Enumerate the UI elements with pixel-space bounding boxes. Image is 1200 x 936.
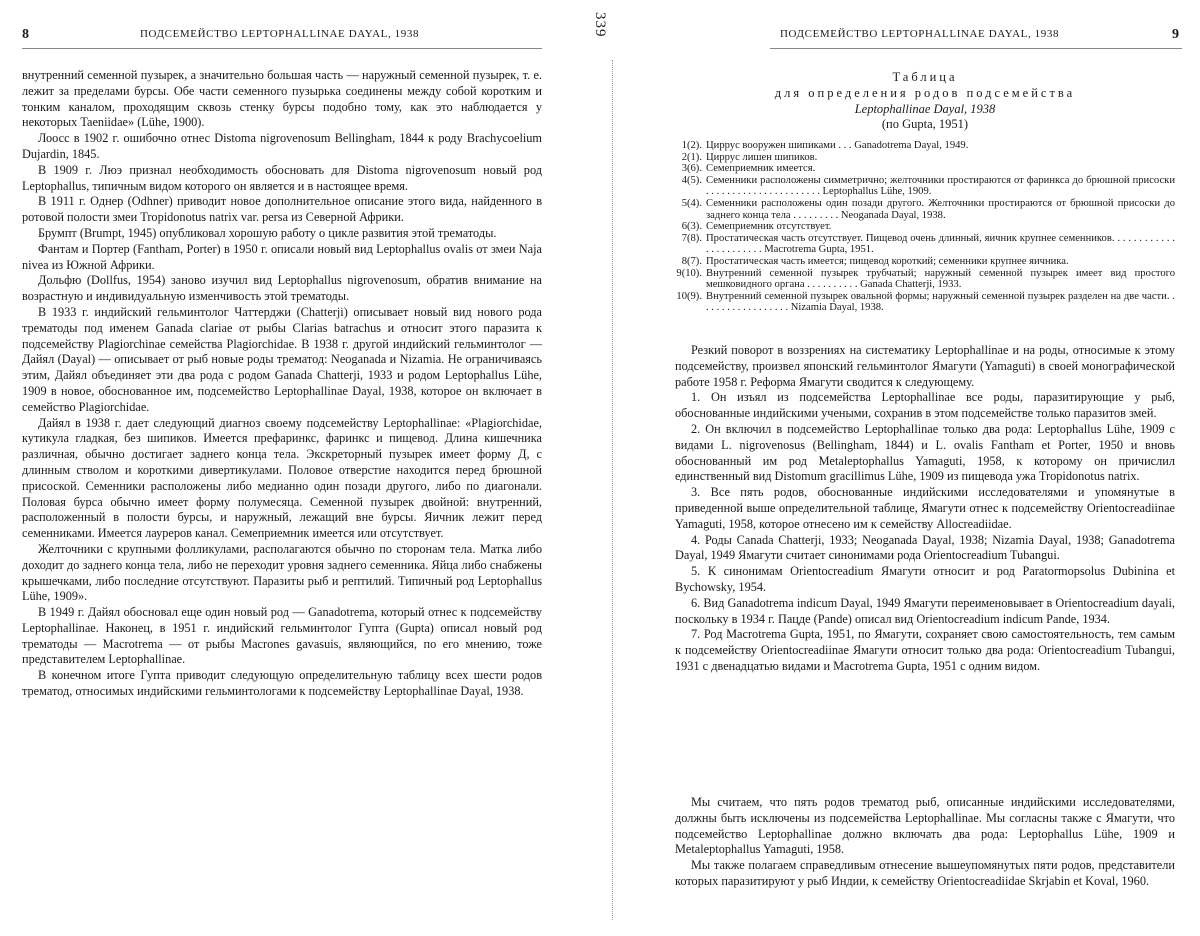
left-text-column <box>22 68 542 700</box>
paragraph: В конечном итоге Гупта приводит следующую определительную таблицу всех шести родов трематод, относимых индийскими гельминтологами к подсемейству Leptophallinae Dayal, 1938. <box>22 668 542 699</box>
paragraph: 2. Он включил в подсемейство Leptophallinae только два рода: Leptophallus Lühe, 1909 с видами L. nigrovenosus (Bellingham, 1844) и L. ovalis Fantham et Porter, 1950 и вновь обоснованный им род Metaleptophallus Yamaguti, 1958, к которому он причислил единственный вид Distomum gracillimus Lühe, 1909 из пищевода ужа Tropidonotus natrix. <box>675 421 1175 484</box>
paragraph: 5. К синонимам Orientocreadium Ямагути относит и род Paratormopsolus Dubinina et Bychowsky, 1954. <box>675 564 1175 594</box>
key-row <box>670 221 1175 233</box>
paragraph: 7. Род Macrotrema Gupta, 1951, по Ямагути, сохраняет свою самостоятельность, тем самым к подсемейству Orientocreadiinae Ямагути относит только два рода: Orientocreadium Tubangui, 1931 с двенадцатью видами и Macrotrema Gupta, 1951 с одним видом. <box>675 627 1175 673</box>
key-number: 8(7). <box>681 255 702 267</box>
paragraph: Дайял в 1938 г. дает следующий диагноз своему подсемейству Leptophallinae: «Plagiorchidae, кутикула гладкая, без шипиков. Имеется префаринкс, фаринкс и пищевод. Длина кишечника различная, обычно достигает заднего конца тела. Экскреторный пузырек имеет форму Д, с длинным стволом и короткими дивертикулами. Половое отверстие находится перед брюшной присоской. Семенники расположены либо медианно один позади другого, либо по диагонали. Половая бурса обычно имеет форму полумесяца. Семенной пузырек двойной: внутренний, расположенный в полости бурсы, и наружный, лежащий вне бурсы. Яичник лежит перед семенниками. Имеется лауреров канал. Семеприемник имеется или отсутствует. <box>22 415 542 541</box>
left-page <box>0 0 560 936</box>
paragraph: Дольфю (Dollfus, 1954) заново изучил вид Leptophallus nigrovenosum, обратив внимание на возрастную и индивидуальную изменчивость этой трематоды. <box>22 273 542 304</box>
paragraph: Желточники с крупными фолликулами, располагаются обычно по сторонам тела. Матка либо доходит до заднего конца тела, либо не переходит уровня заднего семенника. Яйца либо снабжены крышечками, либо последние отсутствуют. Паразиты рыб и рептилий. Типичный род Leptophallus Lühe, 1909». <box>22 541 542 604</box>
table-subtitle-taxon: Leptophallinae Dayal, 1938 <box>854 102 996 116</box>
key-row <box>670 268 1175 291</box>
key-text: Семенники расположены один позади другого. Желточники простираются от брюшной присоски до заднего конца тела . . . . . . . . . Neoganada Dayal, 1938. <box>706 197 1175 221</box>
table-title: Таблица <box>892 70 958 84</box>
paragraph: 1. Он изъял из подсемейства Leptophallinae все роды, паразитирующие у рыб, обоснованные индийскими учеными, сохранив в этом подсемействе только паразитов змей. <box>675 390 1175 421</box>
paragraph: 3. Все пять родов, обоснованные индийскими исследователями и упомянутые в приведенной выше определительной таблице, Ямагути отнес к подсемейству Orientocreadiinae Yamaguti, 1958, которое отнесено им к семейству Allocreadiidae. <box>675 485 1175 531</box>
paragraph: Мы также полагаем справедливым отнесение вышеупомянутых пяти родов, представители которых паразитируют у рыб Индии, к семейству Orientocreadiidae Skrjabin et Koval, 1960. <box>675 858 1175 888</box>
paragraph: В 1949 г. Дайял обосновал еще один новый род — Ganadotrema, который отнес к подсемейству Leptophallinae. Наконец, в 1951 г. индийский гельминтолог Гупта (Gupta) описал новый род трематоды — Macrotrema — от рыбы Macrones gavasuis, являющийся, по его мнению, тоже представителем Leptophallinae. <box>22 605 542 667</box>
key-text: Внутренний семенной пузырек овальной формы; наружный семенной пузырек разделен на две части. . . . . . . . . . . . . . . . . . Nizamia Dayal, 1938. <box>706 290 1175 314</box>
key-number: 1(2). <box>681 140 702 151</box>
key-row <box>670 140 1175 152</box>
paragraph: Брумпт (Brumpt, 1945) опубликовал хорошую работу о цикле развития этой трематоды. <box>38 225 497 240</box>
book-gutter <box>560 0 600 936</box>
header-rule <box>22 48 542 49</box>
paragraph: 4. Роды Canada Chatterji, 1933; Neoganada Dayal, 1938; Nizamia Dayal, 1938; Ganadotrema Dayal, 1949 Ямагути считает синонимами рода Orientocreadium Tubangui. <box>675 532 1175 563</box>
key-row <box>670 163 1175 175</box>
key-number: 6(3). <box>681 221 702 233</box>
header-rule <box>770 48 1182 49</box>
paragraph: 6. Вид Ganadotrema indicum Dayal, 1949 Ямагути переименовывает в Orientocreadium dayali, поскольку в 1934 г. Пацде (Pande) описал вид Orientocreadium indicum Pande, 1934. <box>675 595 1175 626</box>
key-row <box>670 256 1175 268</box>
key-text: Простатическая часть имеется; пищевод короткий; семенники крупнее яичника. <box>706 255 1069 267</box>
page-number: 8 <box>22 27 29 42</box>
paragraph: внутренний семенной пузырек, а значительно большая часть — наружный семенной пузырек, т. е. лежит за пределами бурсы. Обе части семенного пузырька соединены между собой коротким и тонким каналом, проходящим сквозь стенку бурсы подобно тому, как это наблюдается у некоторых Taeniidae» (Lühe, 1900). <box>22 68 542 130</box>
key-number: 3(6). <box>681 163 702 175</box>
gutter-page-number: 339 <box>592 12 608 38</box>
key-number: 2(1). <box>681 151 702 163</box>
key-row <box>670 291 1175 314</box>
key-row <box>670 198 1175 221</box>
key-text: Простатическая часть отсутствует. Пищевод очень длинный, яичник крупнее семенников. . . . . . . . . . . . . . . . . . . . . . . Macrotrema Gupta, 1951. <box>706 232 1175 256</box>
key-number: 7(8). <box>681 232 702 244</box>
key-text: Циррус вооружен шипиками . . . Ganadotrema Dayal, 1949. <box>706 140 969 151</box>
paragraph: Резкий поворот в воззрениях на систематику Leptophallinae и на роды, относимые к этому подсемейству, произвел японский гельминтолог Ямагути (Yamaguti) в своей монографической работе 1958 г. Реформа Ямагути сводится к следующему. <box>675 343 1175 389</box>
key-number: 10(9). <box>676 290 702 302</box>
key-text: Семеприемник отсутствует. <box>706 221 832 233</box>
page-number: 9 <box>1172 27 1179 42</box>
key-number: 4(5). <box>681 174 702 186</box>
table-subtitle: для определения родов подсемейства <box>774 86 1076 100</box>
paragraph: Лоосс в 1902 г. ошибочно отнес Distoma nigrovenosum Bellingham, 1844 к роду Brachycoelium Dujardin, 1845. <box>22 131 542 161</box>
paragraph: Мы считаем, что пять родов трематод рыб, описанные индийскими исследователями, должны быть исключены из подсемейства Leptophallinae. Мы согласны также с Ямагути, что подсемейство Leptophallinae должно включать два рода: Leptophallus Lühe, 1909 и Metaleptophallus Yamaguti, 1958. <box>675 795 1175 857</box>
key-text: Циррус лишен шипиков. <box>706 151 818 163</box>
paragraph: В 1909 г. Люэ признал необходимость обосновать для Distoma nigrovenosum новый род Leptophallus, типичным видом которого он является и в настоящее время. <box>22 162 542 193</box>
key-row <box>670 233 1175 256</box>
paragraph: В 1933 г. индийский гельминтолог Чаттерджи (Chatterji) описывает новый вид нового рода трематоды под именем Ganada clariae от рыбы Clarias batrachus и относит этого паразита к подсемейству Plagiorchinae семейства Plagiorchidae. В 1938 г. другой индийский гельминтолог — Дайял (Dayal) — описывает от рыб новые роды трематод: Neoganada и Nizamia. Не ограничиваясь этим, Дайял объединяет эти два рода с родом Ganada Chatterji, 1933 и родом Leptophallus Lühe, 1909 в новое, обоснованное им, подсемейство Leptophallinae Dayal, 1938, которое он включает в семейство Plagiorchidae. <box>22 304 542 414</box>
right-text-column <box>675 343 1175 675</box>
key-row <box>670 175 1175 198</box>
identification-key <box>670 140 1175 314</box>
right-conclusion-column <box>675 795 1175 890</box>
key-text: Семенники расположены симметрично; желточники простираются от фаринкса до брюшной присоски . . . . . . . . . . . . . . . . . . . . . . Leptophallus Lühe, 1909. <box>706 174 1175 198</box>
table-heading <box>680 70 1170 132</box>
key-number: 9(10). <box>676 267 702 279</box>
running-head: ПОДСЕМЕЙСТВО LEPTOPHALLINAE DAYAL, 1938 <box>140 28 420 40</box>
key-row <box>670 152 1175 164</box>
paragraph: Фантам и Портер (Fantham, Porter) в 1950 г. описали новый вид Leptophallus ovalis от змеи Naja nivea из Южной Африки. <box>22 241 542 272</box>
key-text: Внутренний семенной пузырек трубчатый; наружный семенной пузырек имеет вид простого мешковидного органа . . . . . . . . . . Ganada Chatterji, 1933. <box>706 267 1175 291</box>
key-number: 5(4). <box>681 197 702 209</box>
table-source: (по Gupta, 1951) <box>881 117 969 131</box>
running-head: ПОДСЕМЕЙСТВО LEPTOPHALLINAE DAYAL, 1938 <box>780 28 1060 40</box>
paragraph: В 1911 г. Однер (Odhner) приводит новое дополнительное описание этого вида, найденного в ротовой полости змеи Tropidonotus natrix var. persa из Северной Африки. <box>22 194 542 225</box>
key-text: Семеприемник имеется. <box>706 163 816 175</box>
